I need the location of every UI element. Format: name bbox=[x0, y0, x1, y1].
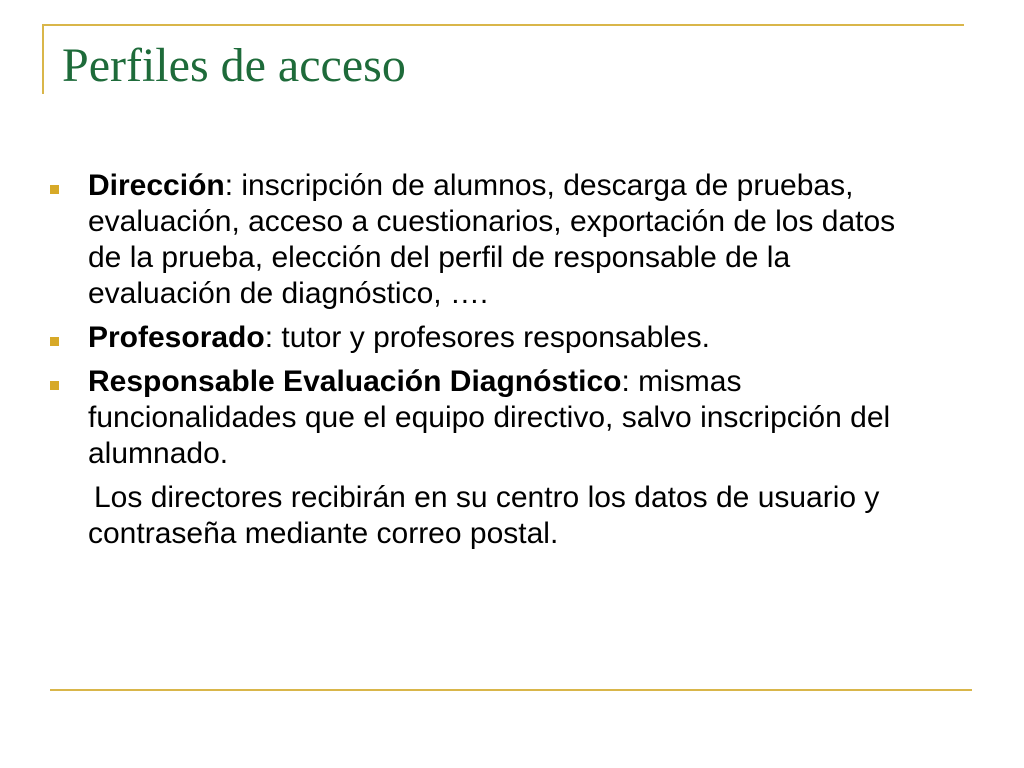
item-label: Dirección bbox=[88, 169, 225, 202]
square-bullet-icon bbox=[50, 381, 59, 390]
list-item-profesorado bbox=[50, 320, 930, 356]
bullet-list bbox=[50, 168, 930, 552]
item-text: : inscripción de alumnos, descarga de pruebas, evaluación, acceso a cuestionarios, exportación de los datos de la prueba, elección del perfil de responsable de la evaluación de diagnóstico, …. bbox=[88, 169, 896, 310]
left-accent-line bbox=[42, 24, 44, 94]
note-paragraph: Los directores recibirán en su centro los datos de usuario y contraseña mediante correo postal. bbox=[88, 481, 880, 550]
item-label: Profesorado bbox=[88, 321, 265, 354]
list-item-direccion bbox=[50, 168, 930, 312]
item-text: : mismas funcionalidades que el equipo directivo, salvo inscripción del alumnado. bbox=[88, 365, 891, 470]
item-text: : tutor y profesores responsables. bbox=[264, 321, 710, 354]
square-bullet-icon bbox=[50, 337, 59, 346]
item-label: Responsable Evaluación Diagnóstico bbox=[88, 365, 622, 398]
square-bullet-icon bbox=[50, 185, 59, 194]
list-item-responsable bbox=[50, 364, 930, 472]
bottom-accent-line bbox=[50, 689, 972, 691]
slide-title: Perfiles de acceso bbox=[62, 39, 406, 92]
top-accent-line bbox=[42, 24, 964, 26]
